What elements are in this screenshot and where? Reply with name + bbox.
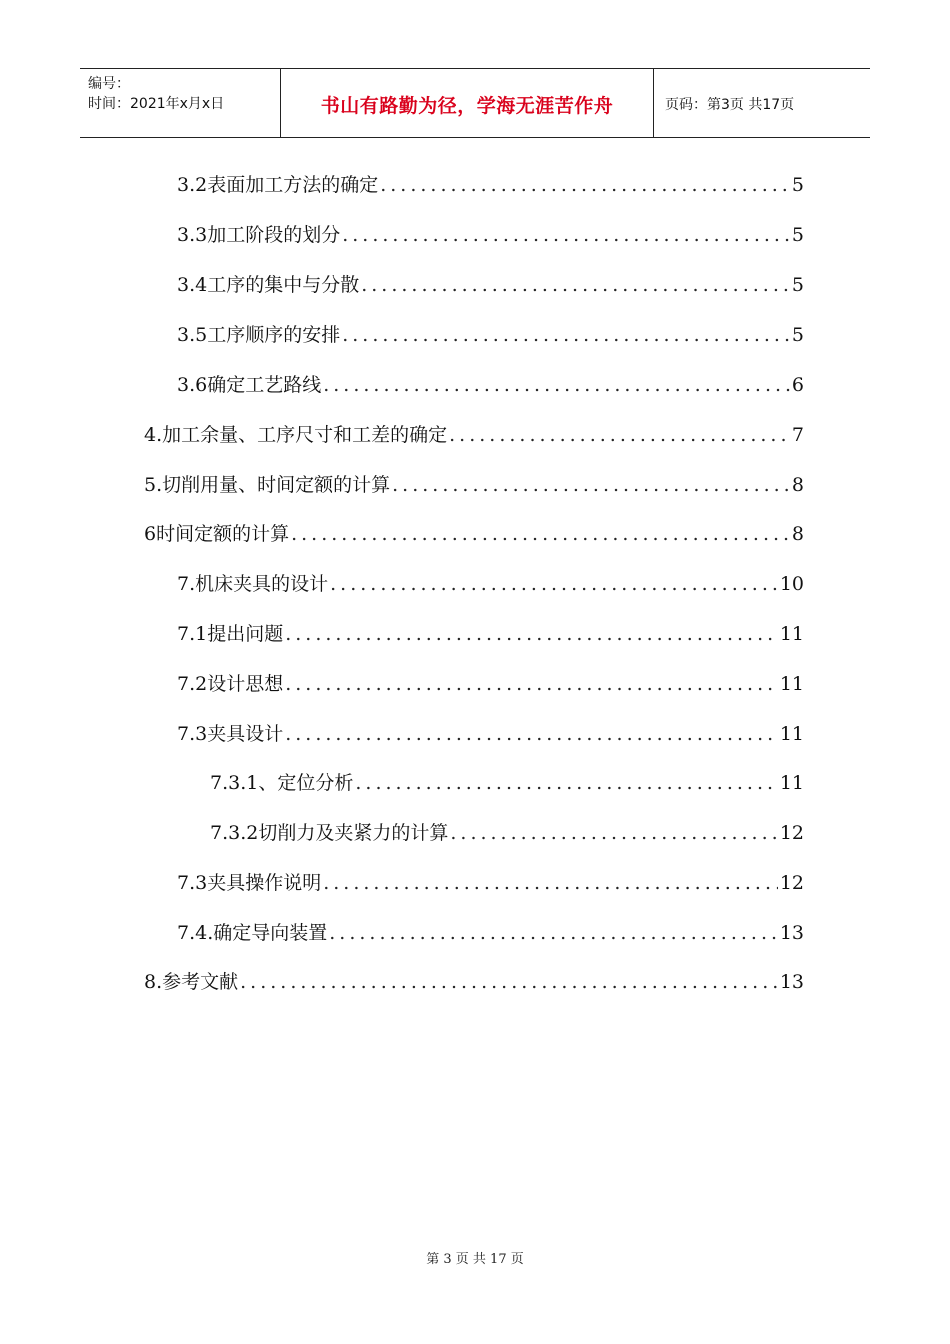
toc-entry-title: 3.6确定工艺路线 xyxy=(177,374,322,396)
toc-entry-page: 11 xyxy=(779,623,804,645)
toc-entry-page: 8 xyxy=(791,523,804,545)
toc-leader-dots xyxy=(329,919,778,947)
toc-entry-page: 10 xyxy=(779,573,804,595)
toc-entry-page: 13 xyxy=(779,971,804,993)
toc-entry[interactable] xyxy=(177,720,804,748)
toc-leader-dots xyxy=(285,720,778,748)
header-page-cell xyxy=(653,69,870,137)
toc-entry[interactable] xyxy=(177,570,804,598)
toc-entry-page: 11 xyxy=(779,673,804,695)
toc-entry-title: 7.3.1、定位分析 xyxy=(210,772,354,794)
toc-entry[interactable] xyxy=(210,819,804,847)
toc-entry[interactable] xyxy=(177,321,804,349)
toc-entry[interactable] xyxy=(177,919,804,947)
toc-entry[interactable] xyxy=(144,471,804,499)
toc-entry[interactable] xyxy=(210,769,804,797)
toc-leader-dots xyxy=(323,371,790,399)
page-footer: 第 3 页 共 17 页 xyxy=(426,1252,524,1267)
toc-entry-title: 7.4.确定导向装置 xyxy=(177,922,328,944)
header-meta xyxy=(80,69,280,137)
toc-entry-page: 13 xyxy=(779,922,804,944)
toc-entry-page: 5 xyxy=(791,274,804,296)
toc-entry[interactable] xyxy=(144,421,804,449)
toc-entry-title: 4.加工余量、工序尺寸和工差的确定 xyxy=(144,424,448,446)
header-motto-cell xyxy=(280,69,654,137)
toc-leader-dots xyxy=(240,968,778,996)
toc-entry-page: 6 xyxy=(791,374,804,396)
toc-entry-title: 7.2设计思想 xyxy=(177,673,284,695)
toc-entry-page: 8 xyxy=(791,474,804,496)
toc-leader-dots xyxy=(392,471,790,499)
toc-entry-page: 5 xyxy=(791,174,804,196)
toc-entry-title: 7.3夹具操作说明 xyxy=(177,872,322,894)
toc-leader-dots xyxy=(361,271,790,299)
toc-leader-dots xyxy=(285,670,778,698)
toc-entry[interactable] xyxy=(177,670,804,698)
toc-entry-title: 7.机床夹具的设计 xyxy=(177,573,329,595)
toc-entry-page: 12 xyxy=(779,822,804,844)
toc-entry-title: 6时间定额的计算 xyxy=(144,523,290,545)
toc-leader-dots xyxy=(330,570,778,598)
toc-entry-page: 11 xyxy=(779,723,804,745)
time-label: 时间：2021年x月x日 xyxy=(88,96,225,112)
toc-entry-title: 3.3加工阶段的划分 xyxy=(177,224,341,246)
toc-leader-dots xyxy=(450,819,777,847)
toc-entry-title: 7.1提出问题 xyxy=(177,623,284,645)
toc-entry[interactable] xyxy=(177,869,804,897)
toc-entry-page: 5 xyxy=(791,324,804,346)
toc-entry-page: 11 xyxy=(779,772,804,794)
toc-entry[interactable] xyxy=(144,520,804,548)
toc-entry-title: 3.5工序顺序的安排 xyxy=(177,324,341,346)
toc-entry-title: 7.3夹具设计 xyxy=(177,723,284,745)
page-header xyxy=(80,68,870,138)
toc-entry[interactable] xyxy=(177,620,804,648)
toc-entry-page: 12 xyxy=(779,872,804,894)
toc-leader-dots xyxy=(291,520,790,548)
header-page-info: 页码：第3页 共17页 xyxy=(665,97,795,113)
toc-entry[interactable] xyxy=(177,171,804,199)
toc-entry-title: 5.切削用量、时间定额的计算 xyxy=(144,474,391,496)
toc-leader-dots xyxy=(285,620,778,648)
toc-entry[interactable] xyxy=(177,271,804,299)
toc-leader-dots xyxy=(380,171,790,199)
toc-leader-dots xyxy=(342,321,790,349)
toc-entry[interactable] xyxy=(177,371,804,399)
toc-entry-title: 8.参考文献 xyxy=(144,971,239,993)
header-motto: 书山有路勤为径，学海无涯苦作舟 xyxy=(320,95,614,117)
toc-leader-dots xyxy=(342,221,790,249)
toc-leader-dots xyxy=(323,869,778,897)
toc-entry-title: 3.2表面加工方法的确定 xyxy=(177,174,379,196)
code-label: 编号： xyxy=(88,76,130,92)
toc-entry-page: 5 xyxy=(791,224,804,246)
toc-entry[interactable] xyxy=(177,221,804,249)
toc-entry-page: 7 xyxy=(791,424,804,446)
toc-entry[interactable] xyxy=(144,968,804,996)
toc-entry-title: 7.3.2切削力及夹紧力的计算 xyxy=(210,822,449,844)
toc-entry-title: 3.4工序的集中与分散 xyxy=(177,274,360,296)
toc-leader-dots xyxy=(355,769,777,797)
toc-leader-dots xyxy=(449,421,790,449)
